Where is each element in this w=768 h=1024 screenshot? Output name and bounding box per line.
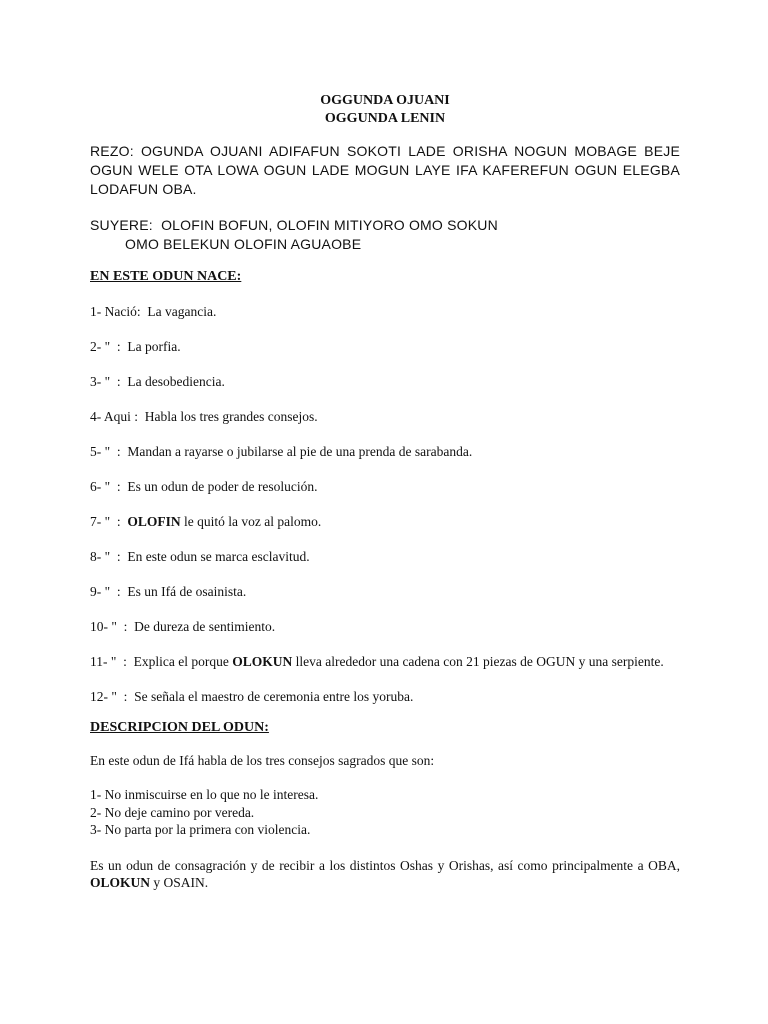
- nace-item-prefix: 2- " :: [90, 339, 121, 354]
- descripcion-intro: En este odun de Ifá habla de los tres consejos sagrados que son:: [90, 753, 435, 768]
- suyere-line-1: OLOFIN BOFUN, OLOFIN MITIYORO OMO SOKUN: [161, 217, 498, 233]
- nace-item-text: De dureza de sentimiento.: [134, 619, 276, 634]
- nace-item: [90, 478, 680, 495]
- nace-item-text: le quitó la voz al palomo.: [184, 514, 322, 529]
- nace-item-prefix: 7- " :: [90, 514, 121, 529]
- consejo-item: 1- No inmiscuirse en lo que no le interesa.: [90, 787, 319, 802]
- nace-item: [90, 373, 680, 390]
- nace-item-bold: OLOFIN: [127, 514, 181, 529]
- suyere-block: [90, 216, 680, 254]
- nace-item-text: Se señala el maestro de ceremonia entre los yoruba.: [134, 689, 414, 704]
- nace-item-text: La vagancia.: [147, 304, 217, 319]
- nace-item-text: La desobediencia.: [127, 374, 225, 389]
- nace-item: [90, 583, 680, 600]
- consejo-item: 2- No deje camino por vereda.: [90, 804, 255, 820]
- nace-item-text: Es un Ifá de osainista.: [127, 584, 247, 599]
- nace-item-prefix: 10- " :: [90, 619, 128, 634]
- document-title: OGGUNDA OJUANI: [320, 93, 450, 108]
- nace-item: [90, 338, 680, 355]
- nace-item: [90, 303, 680, 320]
- nace-item-prefix: 3- " :: [90, 374, 121, 389]
- rezo-paragraph: [90, 142, 680, 199]
- nace-item-prefix: 8- " :: [90, 549, 121, 564]
- closing-paragraph: [90, 857, 680, 891]
- nace-item-text: La porfia.: [127, 339, 181, 354]
- nace-list: [90, 303, 680, 705]
- closing-text-post: y OSAIN.: [153, 874, 209, 890]
- nace-item: [90, 653, 680, 670]
- nace-item-bold: OLOKUN: [232, 654, 293, 669]
- nace-item-prefix: 1- Nació:: [90, 304, 141, 319]
- nace-item-text: En este odun se marca esclavitud.: [127, 549, 310, 564]
- heading-nace: EN ESTE ODUN NACE:: [90, 269, 242, 284]
- nace-item-prefix: 5- " :: [90, 444, 121, 459]
- document-subtitle: OGGUNDA LENIN: [324, 111, 446, 126]
- consejo-item: 3- No parta por la primera con violencia.: [90, 822, 311, 837]
- nace-item-prefix: 6- " :: [90, 479, 121, 494]
- nace-item-prefix: 11- " :: [90, 654, 127, 669]
- rezo-label: REZO:: [90, 143, 134, 159]
- rezo-text: OGUNDA OJUANI ADIFAFUN SOKOTI LADE ORISHA NOGUN MOBAGE BEJE OGUN WELE OTA LOWA OGUN LADE MOGUN LAYE IFA KAFEREFUN OGUN ELEGBA LODAFUN OBA.: [90, 143, 681, 197]
- nace-item: [90, 618, 680, 635]
- nace-item-text: lleva alrededor una cadena con 21 piezas de OGUN y una serpiente.: [295, 654, 664, 669]
- nace-item: [90, 408, 680, 425]
- nace-item-prefix: 9- " :: [90, 584, 121, 599]
- document-page: [90, 92, 680, 891]
- nace-item-prefix: 4- Aqui :: [90, 409, 139, 424]
- nace-item-text: Habla los tres grandes consejos.: [144, 409, 318, 424]
- nace-item-text-pre: Explica el porque: [133, 654, 229, 669]
- nace-item: [90, 443, 680, 460]
- nace-item: [90, 548, 680, 565]
- nace-item-text: Mandan a rayarse o jubilarse al pie de una prenda de sarabanda.: [127, 444, 473, 459]
- nace-item-prefix: 12- " :: [90, 689, 128, 704]
- nace-item: [90, 688, 680, 705]
- suyere-label: SUYERE:: [90, 217, 153, 233]
- closing-bold: OLOKUN: [90, 874, 151, 890]
- nace-item-text: Es un odun de poder de resolución.: [127, 479, 318, 494]
- heading-descripcion: DESCRIPCION DEL ODUN:: [90, 720, 269, 735]
- suyere-line-2: OMO BELEKUN OLOFIN AGUAOBE: [125, 236, 362, 252]
- consejos-list: [90, 786, 680, 839]
- nace-item: [90, 513, 680, 530]
- closing-text-pre: Es un odun de consagración y de recibir a los distintos Oshas y Orishas, así como principalmente a OBA,: [90, 857, 680, 873]
